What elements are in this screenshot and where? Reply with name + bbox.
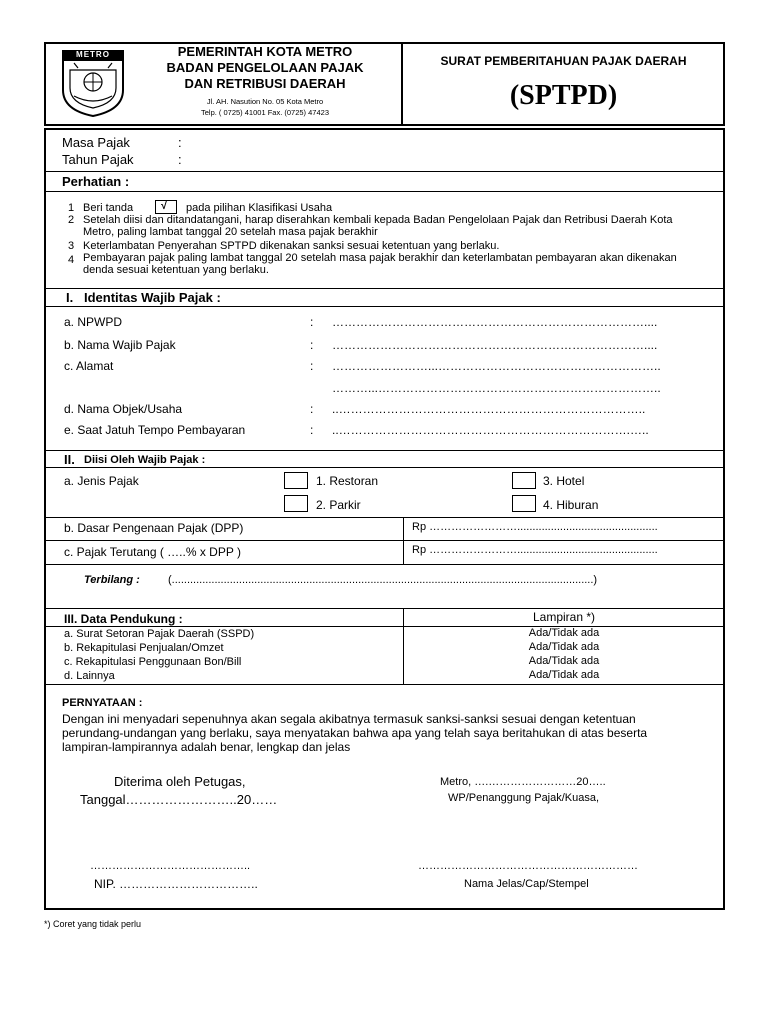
divider-section-1-bottom: [45, 306, 724, 307]
checkmark-icon: √: [161, 200, 168, 212]
note-1-pre: Beri tanda: [83, 202, 134, 214]
statement-line-3: lampiran-lampirannya adalah benar, lengkap dan jelas: [62, 740, 351, 754]
statement-line-2: perundang-undangan yang berlaku, saya menyatakan bahwa apa yang telah saya beritahukan di atas beserta: [62, 726, 648, 740]
due-date-label: e. Saat Jatuh Tempo Pembayaran: [64, 423, 246, 437]
business-name-label: d. Nama Objek/Usaha: [64, 402, 183, 416]
tahun-pajak-label: Tahun Pajak: [62, 152, 134, 167]
gov-name: PEMERINTAH KOTA METRO: [177, 44, 353, 59]
divider-tax-owed-bottom: [45, 564, 724, 565]
note-4-num: 4: [68, 254, 75, 266]
address-field-1[interactable]: ……………………...………………………………………………..: [332, 359, 661, 373]
section-3-heading: III. Data Pendukung :: [64, 612, 183, 626]
divider-period: [45, 171, 724, 172]
support-item-other: d. Lainnya: [64, 670, 115, 682]
agency-address: Jl. AH. Nasution No. 05 Kota Metro: [206, 97, 324, 106]
divider-section-1-top: [45, 288, 724, 289]
taxpayer-name-label: b. Nama Wajib Pajak: [64, 338, 176, 352]
address-colon: :: [310, 359, 314, 373]
taxpayer-name-colon: :: [310, 338, 314, 352]
due-date-field[interactable]: ..……………………………………………………………….…..: [332, 423, 649, 437]
divider-notes: [45, 191, 724, 192]
city-logo: [60, 48, 126, 118]
wp-signature-caption: Nama Jelas/Cap/Stempel: [464, 878, 589, 890]
doc-title: SURAT PEMBERITAHUAN PAJAK DAERAH: [440, 54, 687, 68]
divider-dpp-top: [45, 517, 724, 518]
support-status-sales[interactable]: Ada/Tidak ada: [528, 641, 600, 653]
note-1-post: pada pilihan Klasifikasi Usaha: [186, 202, 333, 214]
statement-heading: PERNYATAAN :: [62, 697, 143, 709]
section-2-heading: Diisi Oleh Wajib Pajak :: [84, 454, 206, 466]
masa-pajak-colon: :: [178, 135, 182, 150]
due-date-colon: :: [310, 423, 314, 437]
business-name-field[interactable]: ..…………………………………………………………………..: [332, 402, 646, 416]
note-4-line-2: denda sesuai ketentuan yang berlaku.: [83, 264, 269, 276]
business-name-colon: :: [310, 402, 314, 416]
divider-section-2-top: [45, 450, 724, 451]
support-item-bills: c. Rekapitulasi Penggunaan Bon/Bill: [64, 656, 242, 668]
tax-type-label: a. Jenis Pajak: [64, 474, 139, 488]
note-2-line-1: Setelah diisi dan ditandatangani, harap diserahkan kembali kepada Badan Pengelolaan Pajak dan Retribusi Daerah Kota: [83, 214, 673, 226]
npwpd-label: a. NPWPD: [64, 315, 123, 329]
taxpayer-name-field[interactable]: ……………………………………………………………………....: [332, 338, 658, 352]
section-1-num: I.: [66, 290, 74, 305]
wp-signature-line[interactable]: ……………………………………………………: [418, 860, 638, 872]
logo-text: METRO: [76, 50, 110, 59]
npwpd-colon: :: [310, 315, 314, 329]
received-by-label: Diterima oleh Petugas,: [114, 774, 246, 789]
support-status-other[interactable]: Ada/Tidak ada: [528, 669, 600, 681]
officer-signature-line[interactable]: ……………………………………..: [90, 860, 251, 872]
divider-section-3-top: [45, 608, 724, 609]
note-1-num: 1: [68, 202, 75, 214]
place-date[interactable]: Metro, ….……………………20…..: [440, 776, 606, 788]
terbilang-field[interactable]: (..........................................................................................................................................): [168, 574, 598, 586]
divider-dpp-bottom: [45, 540, 724, 541]
agency-name-1: BADAN PENGELOLAAN PAJAK: [166, 60, 364, 75]
doc-code: (SPTPD): [509, 80, 618, 111]
lampiran-heading: Lampiran *): [532, 610, 596, 624]
terbilang-label: Terbilang :: [84, 574, 140, 586]
support-status-sspd[interactable]: Ada/Tidak ada: [528, 627, 600, 639]
divider-statement-top: [45, 684, 724, 685]
support-status-bills[interactable]: Ada/Tidak ada: [528, 655, 600, 667]
dpp-label: b. Dasar Pengenaan Pajak (DPP): [64, 521, 244, 535]
restoran-label: 1. Restoran: [316, 474, 379, 488]
parkir-label: 2. Parkir: [316, 498, 361, 512]
section-1-heading: Identitas Wajib Pajak :: [84, 290, 221, 305]
dpp-field[interactable]: Rp ……………………..............................................: [412, 521, 658, 533]
note-3-num: 3: [68, 240, 75, 252]
tax-owed-field[interactable]: Rp ……………………..............................................: [412, 544, 658, 556]
hiburan-checkbox[interactable]: [512, 495, 536, 512]
note-2-num: 2: [68, 214, 75, 226]
note-2-line-2: Metro, paling lambat tanggal 20 setelah masa pajak berakhir: [83, 226, 378, 238]
tax-owed-label: c. Pajak Terutang ( …..% x DPP ): [64, 545, 241, 559]
restoran-checkbox[interactable]: [284, 472, 308, 489]
note-3-text: Keterlambatan Penyerahan SPTPD dikenakan sanksi sesuai ketentuan yang berlaku.: [83, 240, 500, 252]
agency-phone: Telp. ( 0725) 41001 Fax. (0725) 47423: [200, 108, 329, 117]
parkir-checkbox[interactable]: [284, 495, 308, 512]
received-date[interactable]: Tanggal……………………..20……: [80, 792, 278, 807]
hiburan-label: 4. Hiburan: [543, 498, 599, 512]
address-field-2[interactable]: ………...……………………………………………………………..: [332, 381, 661, 395]
note-4-line-1: Pembayaran pajak paling lambat tanggal 20 setelah masa pajak berakhir dan keterlambatan pembayaran akan dikenakan: [83, 252, 677, 264]
statement-line-1: Dengan ini menyadari sepenuhnya akan segala akibatnya termasuk sanksi-sanksi sesuai dengan ketentuan: [62, 712, 636, 726]
footnote: *) Coret yang tidak perlu: [44, 919, 142, 929]
section-2-num: II.: [64, 452, 75, 467]
notes-heading: Perhatian :: [62, 174, 130, 189]
address-label: c. Alamat: [64, 359, 114, 373]
masa-pajak-label: Masa Pajak: [62, 135, 130, 150]
support-item-sspd: a. Surat Setoran Pajak Daerah (SSPD): [64, 628, 255, 640]
hotel-checkbox[interactable]: [512, 472, 536, 489]
hotel-label: 3. Hotel: [543, 474, 585, 488]
officer-nip[interactable]: NIP. ……………………………..: [94, 877, 258, 891]
agency-name-2: DAN RETRIBUSI DAERAH: [184, 76, 346, 91]
wp-role-label: WP/Penanggung Pajak/Kuasa,: [448, 792, 600, 804]
support-item-sales: b. Rekapitulasi Penjualan/Omzet: [64, 642, 224, 654]
npwpd-field[interactable]: ……………………………………………………………………....: [332, 315, 658, 329]
tahun-pajak-colon: :: [178, 152, 182, 167]
divider-section-2-bottom: [45, 467, 724, 468]
